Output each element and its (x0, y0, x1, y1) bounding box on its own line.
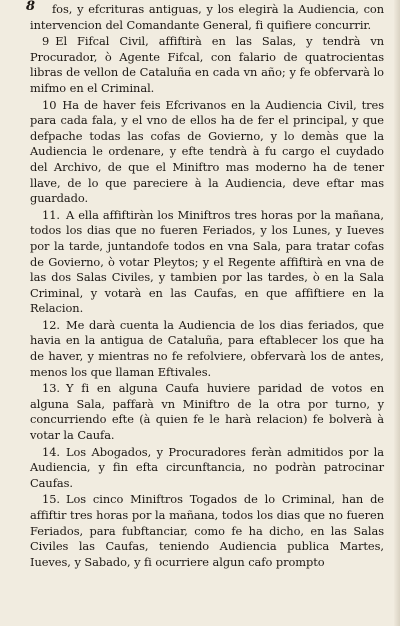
paragraph-number: 15. (42, 492, 60, 507)
paragraph-10 (30, 98, 384, 207)
paragraph-text: A ella affiftiràn los Miniftros tres horas por la mañana, todos los dias que no fueren Feriados, y los Lunes, y Iueves por la tarde, juntandofe todos en vna Sala, para tratar cofas de Govierno, ò votar Pleytos; y el Regente affiftirà en vna de las dos Salas Civiles, y tambien por las tardes, ò en la Sala Criminal, y votarà en las Caufas, en que affiftiere en la Relacion. (30, 207, 384, 316)
paragraph-number: 9 (42, 34, 50, 49)
paragraph-11 (30, 208, 384, 317)
paragraph-text: El Fifcal Civil, affiftirà en las Salas, y tendrà vn Procurador, ò Agente Fifcal, con falario de quatrocientas libras de vellon de Cataluña en cada vn año; y fe obfervarà lo mifmo en el Criminal. (30, 34, 384, 95)
paragraph-12 (30, 318, 384, 380)
paragraph-14 (30, 445, 384, 492)
paragraph-text: fos, y efcrituras antiguas, y los elegirà la Audiencia, con intervencion del Comandante General, fi quifiere concurrir. (30, 2, 384, 32)
paragraph-continuation (30, 2, 384, 33)
paragraph-number: 12. (42, 317, 60, 332)
paragraph-number: 10 (42, 97, 57, 112)
paragraph-text: Me darà cuenta la Audiencia de los dias feriados, que havia en la antigua de Cataluña, para eftablecer los que ha de haver, y mientras no fe refolviere, obfervarà los de antes, menos los que llaman Eftivales. (30, 317, 384, 379)
page-number: 8 (26, 0, 36, 14)
paragraph-number: 14. (42, 444, 60, 459)
paragraph-text: Ha de haver feis Efcrivanos en la Audiencia Civil, tres para cada fala, y el vno de ellos ha de fer el principal, y que defpache todas las cofas de Govierno, y lo demàs que la Audiencia le ordenare, y efte tendrà à fu cargo el cuydado del Archivo, de que el Miniftro mas moderno ha de tener llave, de lo que pareciere à la Audiencia, deve eftar mas guardado. (30, 97, 384, 206)
paragraph-text: Y fi en alguna Caufa huviere paridad de votos en alguna Sala, paffarà vn Miniftro de la otra por turno, y concurriendo efte (à quien fe le harà relacion) fe bolverà à votar la Caufa. (30, 381, 384, 443)
paragraph-number: 13. (42, 381, 60, 396)
paragraph-number: 11. (42, 207, 60, 222)
paragraph-text: Los Abogados, y Procuradores feràn admitidos por la Audiencia, y fin efta circunftancia, no podràn patrocinar Caufas. (30, 444, 384, 490)
paragraph-9 (30, 34, 384, 96)
paragraph-13 (30, 381, 384, 443)
page-edge-shadow (394, 0, 400, 626)
paragraph-15 (30, 492, 384, 570)
paragraph-text: Los cinco Miniftros Togados de lo Criminal, han de affiftir tres horas por la mañana, todos los dias que no fueren Feriados, para fubftanciar, como fe ha dicho, en las Salas Civiles las Caufas, teniendo Audiencia publica Martes, Iueves, y Sabado, y fi ocurriere algun cafo prompto (30, 492, 384, 569)
